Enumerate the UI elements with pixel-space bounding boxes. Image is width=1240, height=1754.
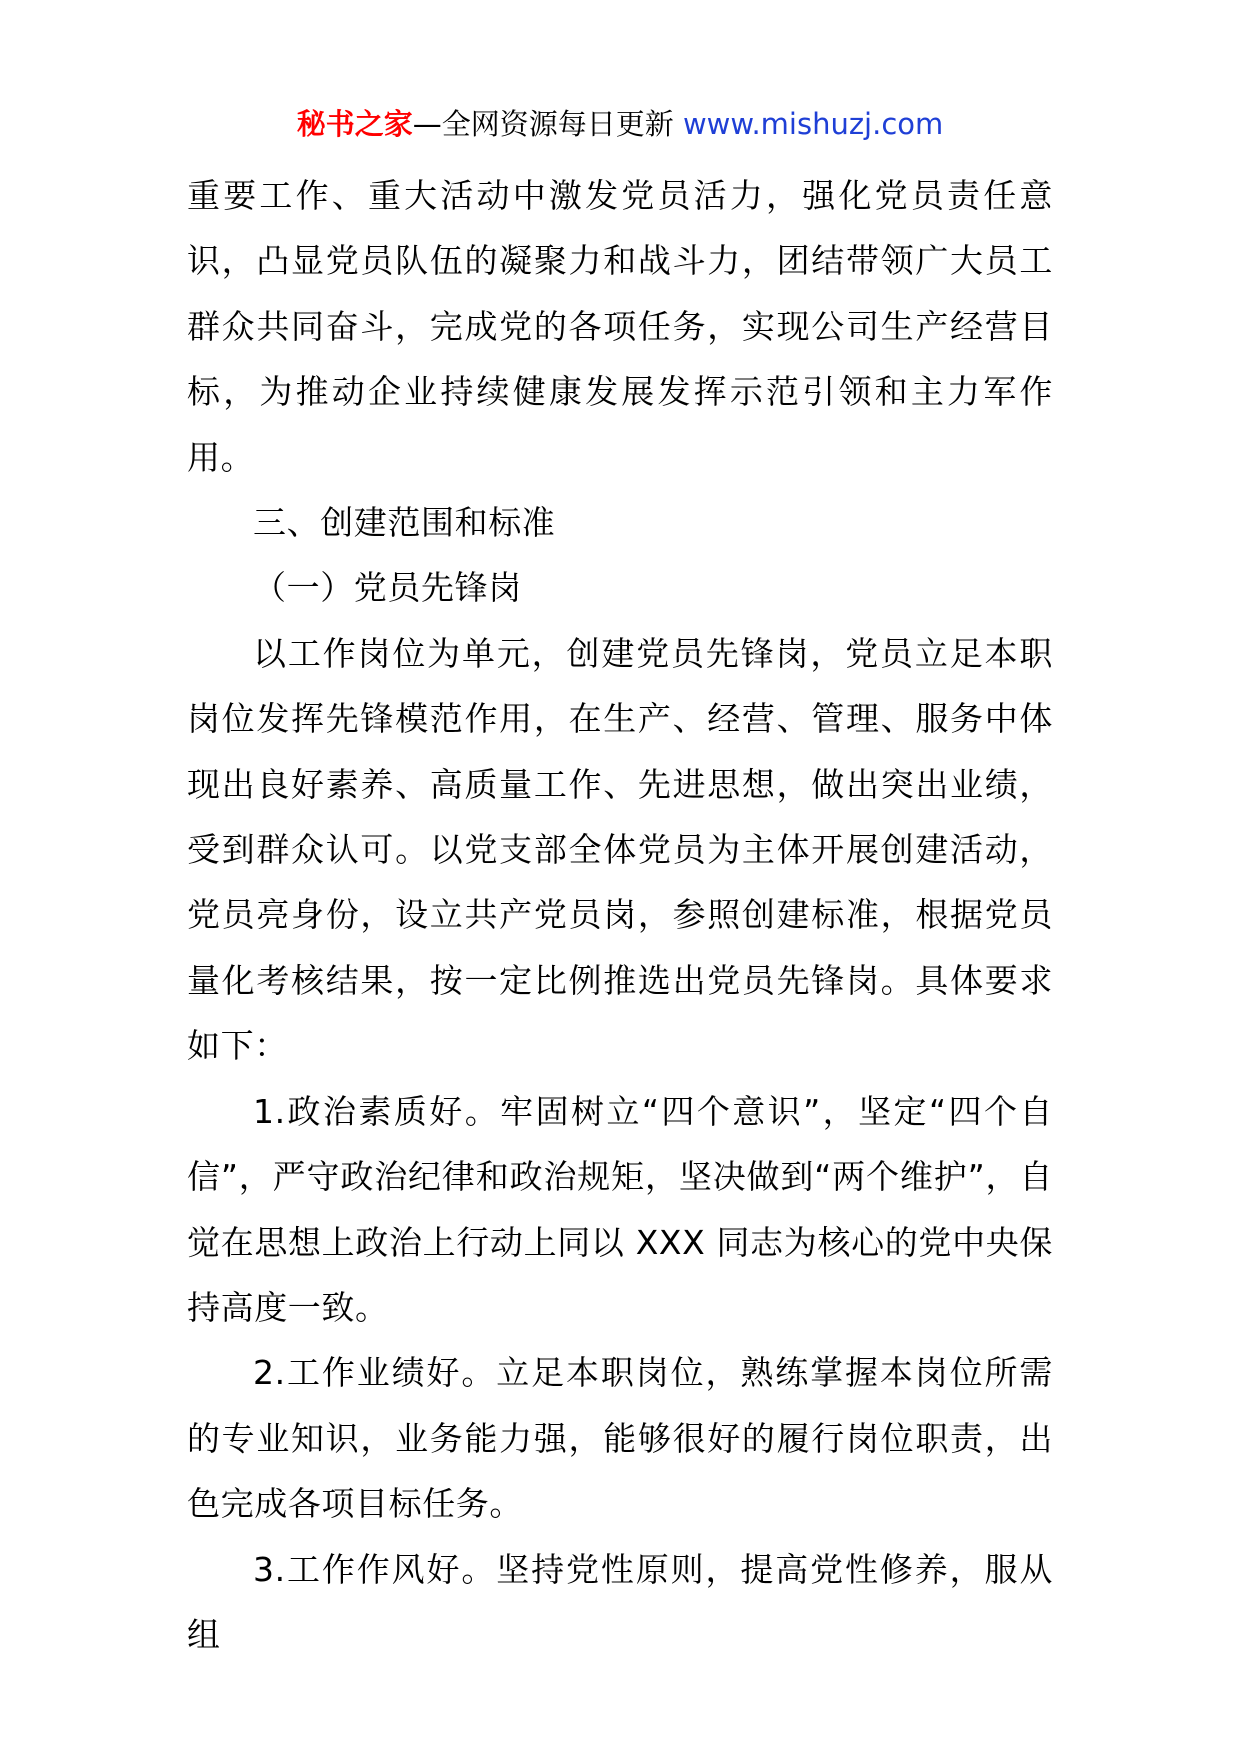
page-header bbox=[0, 104, 1240, 144]
document-body bbox=[187, 163, 1053, 1667]
section-heading: 三、创建范围和标准 bbox=[253, 503, 556, 543]
header-url-link[interactable]: www.mishuzj.com bbox=[682, 107, 944, 141]
header-brand: 秘书之家 bbox=[296, 107, 413, 141]
header-tagline: —全网资源每日更新 bbox=[412, 107, 674, 141]
list-item: 1.政治素质好。牢固树立“四个意识”，坚定“四个自信”，严守政治纪律和政治规矩，坚决做到“两个维护”，自觉在思想上政治上行动上同以 XXX 同志为核心的党中央保持高度一致。 bbox=[187, 1091, 1053, 1327]
subsection-heading: （一）党员先锋岗 bbox=[253, 568, 522, 608]
paragraph: 以工作岗位为单元，创建党员先锋岗，党员立足本职岗位发挥先锋模范作用，在生产、经营、管理、服务中体现出良好素养、高质量工作、先进思想，做出突出业绩，受到群众认可。以党支部全体党员为主体开展创建活动，党员亮身份，设立共产党员岗，参照创建标准，根据党员量化考核结果，按一定比例推选出党员先锋岗。具体要求如下： bbox=[187, 633, 1053, 1066]
list-item: 3.工作作风好。坚持党性原则，提高党性修养，服从组 bbox=[187, 1549, 1053, 1654]
list-item: 2.工作业绩好。立足本职岗位，熟练掌握本岗位所需的专业知识，业务能力强，能够很好的履行岗位职责，出色完成各项目标任务。 bbox=[187, 1353, 1053, 1524]
paragraph: 重要工作、重大活动中激发党员活力，强化党员责任意识，凸显党员队伍的凝聚力和战斗力，团结带领广大员工群众共同奋斗，完成党的各项任务，实现公司生产经营目标，为推动企业持续健康发展发挥示范引领和主力军作用。 bbox=[187, 176, 1053, 477]
